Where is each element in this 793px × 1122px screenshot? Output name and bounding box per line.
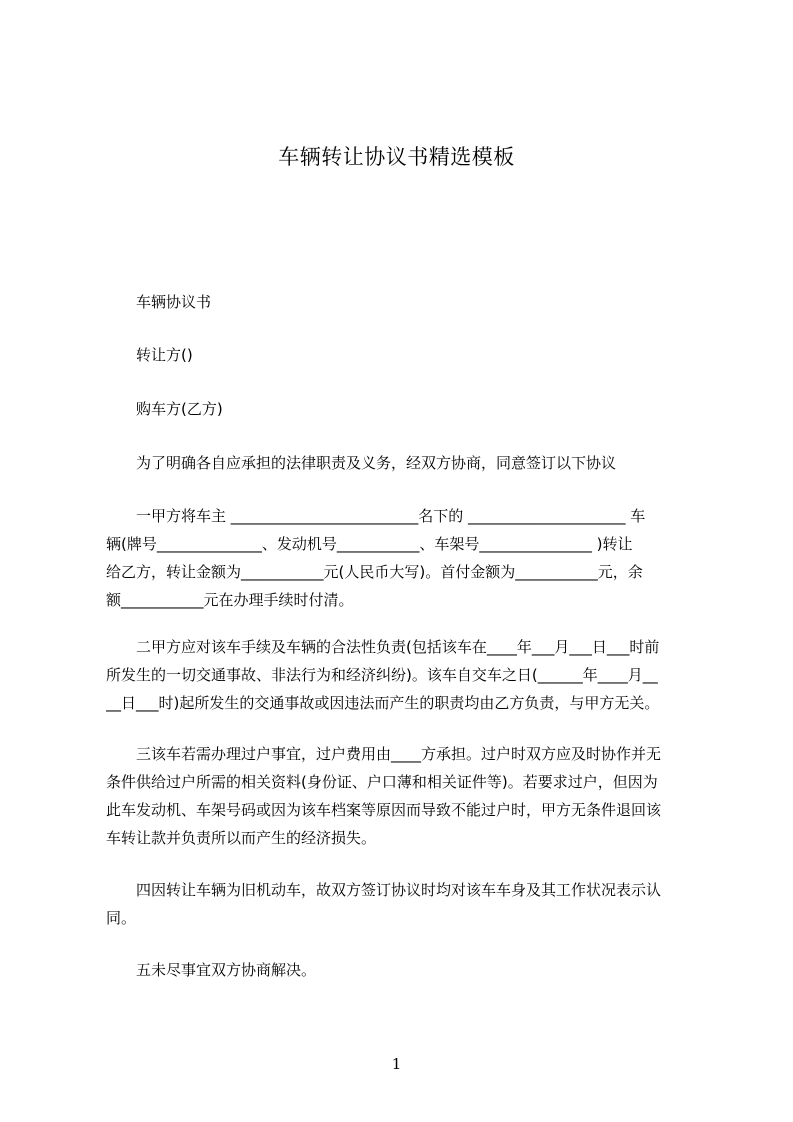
clause-3-line-1: 三该车若需办理过户事宜，过户费用由____方承担。过户时双方应及时协作并无 bbox=[136, 745, 662, 763]
agreement-heading-text: 车辆协议书 bbox=[136, 293, 212, 311]
buyer-text: 购车方(乙方) bbox=[136, 400, 223, 418]
clause-1-line-2: 辆(牌号______________、发动机号___________、车架号_______________ )转让 bbox=[106, 535, 633, 553]
intro-text: 为了明确各自应承担的法律职责及义务，经双方协商，同意签订以下协议 bbox=[136, 454, 617, 472]
transferor-line bbox=[106, 341, 700, 369]
clause-2-line-2: 所发生的一切交通事故、非法行为和经济纠纷)。该车自交车之日(______年____月__ bbox=[106, 666, 658, 684]
clause-3-line-4: 车转让款并负责所以而产生的经济损失。 bbox=[106, 829, 377, 847]
clause-4-line-2: 同。 bbox=[106, 909, 137, 927]
page-number: 1 bbox=[391, 1055, 402, 1073]
clause-5-text: 五未尽事宜双方协商解决。 bbox=[136, 961, 317, 979]
clause-2-line-3: __日___时)起所发生的交通事故或因违法而产生的职责均由乙方负责，与甲方无关。 bbox=[106, 694, 660, 712]
clause-2-line-1: 二甲方应对该车手续及车辆的合法性负责(包括该车在____年___月___日___时前 bbox=[136, 638, 660, 656]
clause-3-line-3: 此车发动机、车架号码或因为该车档案等原因而导致不能过户时，甲方无条件退回该 bbox=[106, 801, 662, 819]
clause-4-line-1: 四因转让车辆为旧机动车，故双方签订协议时均对该车车身及其工作状况表示认 bbox=[136, 881, 662, 899]
transferor-text: 转让方() bbox=[136, 346, 193, 364]
clause-3 bbox=[106, 740, 700, 852]
clause-5 bbox=[106, 956, 700, 984]
clause-2 bbox=[106, 633, 700, 717]
clause-1-line-1: 一甲方将车主 _________________________名下的 _____________________ 车 bbox=[136, 507, 646, 525]
agreement-heading bbox=[106, 288, 700, 316]
clause-4 bbox=[106, 876, 700, 932]
intro-paragraph bbox=[106, 449, 700, 477]
clause-3-line-2: 条件供给过户所需的相关资料(身份证、户口薄和相关证件等)。若要求过户，但因为 bbox=[106, 773, 658, 791]
clause-1-line-3: 给乙方，转让金额为___________元(人民币大写)。首付金额为___________元，余 bbox=[106, 563, 643, 581]
buyer-line bbox=[106, 395, 700, 423]
clause-1-line-4: 额___________元在办理手续时付清。 bbox=[106, 591, 354, 609]
document-title: 车辆转让协议书精选模板 bbox=[278, 145, 515, 169]
clause-1 bbox=[106, 502, 700, 614]
